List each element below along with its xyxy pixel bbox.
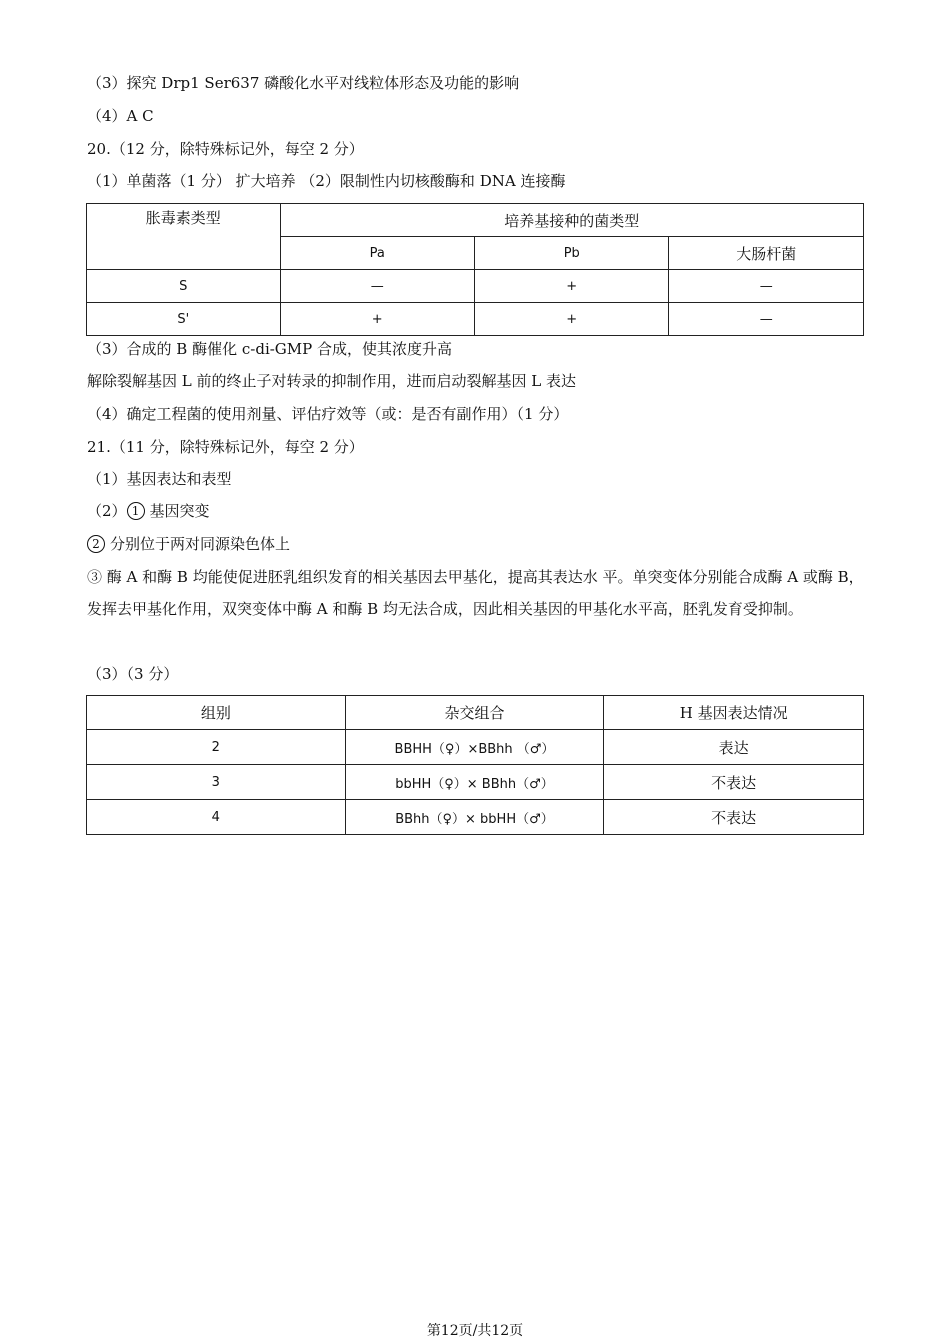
cross-table [86, 695, 864, 835]
expression-cell: 表达 [604, 730, 864, 765]
group-cell: 3 [87, 765, 346, 800]
question-20-heading: 20.（12 分，除特殊标记外，每空 2 分） [87, 140, 364, 158]
toxin-type-header: 胀毒素类型 [87, 204, 281, 270]
sub-header-ecoli: 大肠杆菌 [669, 237, 864, 270]
question-21-heading: 21.（11 分，除特殊标记外，每空 2 分） [87, 438, 364, 456]
part-label: （2） [87, 502, 127, 520]
toxin-table [86, 203, 864, 336]
cross-cell: bbHH（♀）× BBhh（♂） [345, 765, 604, 800]
answer-19-4: （4）A C [87, 107, 154, 125]
table-row [87, 765, 864, 800]
page-number: 第12页/共12页 [426, 1323, 524, 1339]
circled-number-2: 2 [87, 535, 105, 553]
group-header: 组别 [87, 696, 346, 730]
group-cell: 2 [87, 730, 346, 765]
answer-19-3: （3）探究 Drp1 Ser637 磷酸化水平对线粒体形态及功能的影响 [87, 74, 520, 92]
answer-text: 基因突变 [149, 502, 210, 520]
answer-21-3-heading: （3）（3 分） [87, 665, 179, 683]
medium-bacteria-header: 培养基接种的菌类型 [280, 204, 864, 237]
answer-21-1: （1）基因表达和表型 [87, 470, 232, 488]
table-row [87, 730, 864, 765]
table-cell: + [474, 303, 669, 336]
answer-21-2-3: ③ 酶 A 和酶 B 均能使促进胚乳组织发育的相关基因去甲基化，提高其表达水 平。单突变体分别能合成酶 A 或酶 B，发挥去甲基化作用，双突变体中酶 A 和酶 B 均无法合成，因此相关基因的甲基化水平高，胚乳发育受抑制。 [87, 568, 864, 618]
answer-20-4: （4）确定工程菌的使用剂量、评估疗效等（或：是否有副作用）（1 分） [87, 405, 569, 423]
cross-header: 杂交组合 [345, 696, 604, 730]
table-cell: — [669, 270, 864, 303]
row-label: S' [87, 303, 281, 336]
table-cell: — [280, 270, 474, 303]
table-cell: + [280, 303, 474, 336]
row-label: S [87, 270, 281, 303]
group-cell: 4 [87, 800, 346, 835]
circled-number-1: 1 [127, 502, 145, 520]
sub-header-pa: Pa [280, 237, 474, 270]
expression-header: H 基因表达情况 [604, 696, 864, 730]
answer-20-1-2: （1）单菌落（1 分） 扩大培养 （2）限制性内切核酸酶和 DNA 连接酶 [87, 172, 566, 190]
cross-cell: BBhh（♀）× bbHH（♂） [345, 800, 604, 835]
answer-20-3a: （3）合成的 B 酶催化 c-di-GMP 合成，使其浓度升高 [87, 340, 453, 358]
answer-21-2-2 [87, 534, 290, 554]
table-row [87, 800, 864, 835]
table-row [87, 303, 864, 336]
sub-header-pb: Pb [474, 237, 669, 270]
answer-21-2-1 [87, 501, 210, 521]
expression-cell: 不表达 [604, 765, 864, 800]
answer-text: 分别位于两对同源染色体上 [110, 535, 291, 553]
answer-20-3b: 解除裂解基因 L 前的终止子对转录的抑制作用，进而启动裂解基因 L 表达 [87, 372, 576, 390]
table-cell: + [474, 270, 669, 303]
cross-cell: BBHH（♀）×BBhh （♂） [345, 730, 604, 765]
table-row [87, 270, 864, 303]
expression-cell: 不表达 [604, 800, 864, 835]
table-cell: — [669, 303, 864, 336]
